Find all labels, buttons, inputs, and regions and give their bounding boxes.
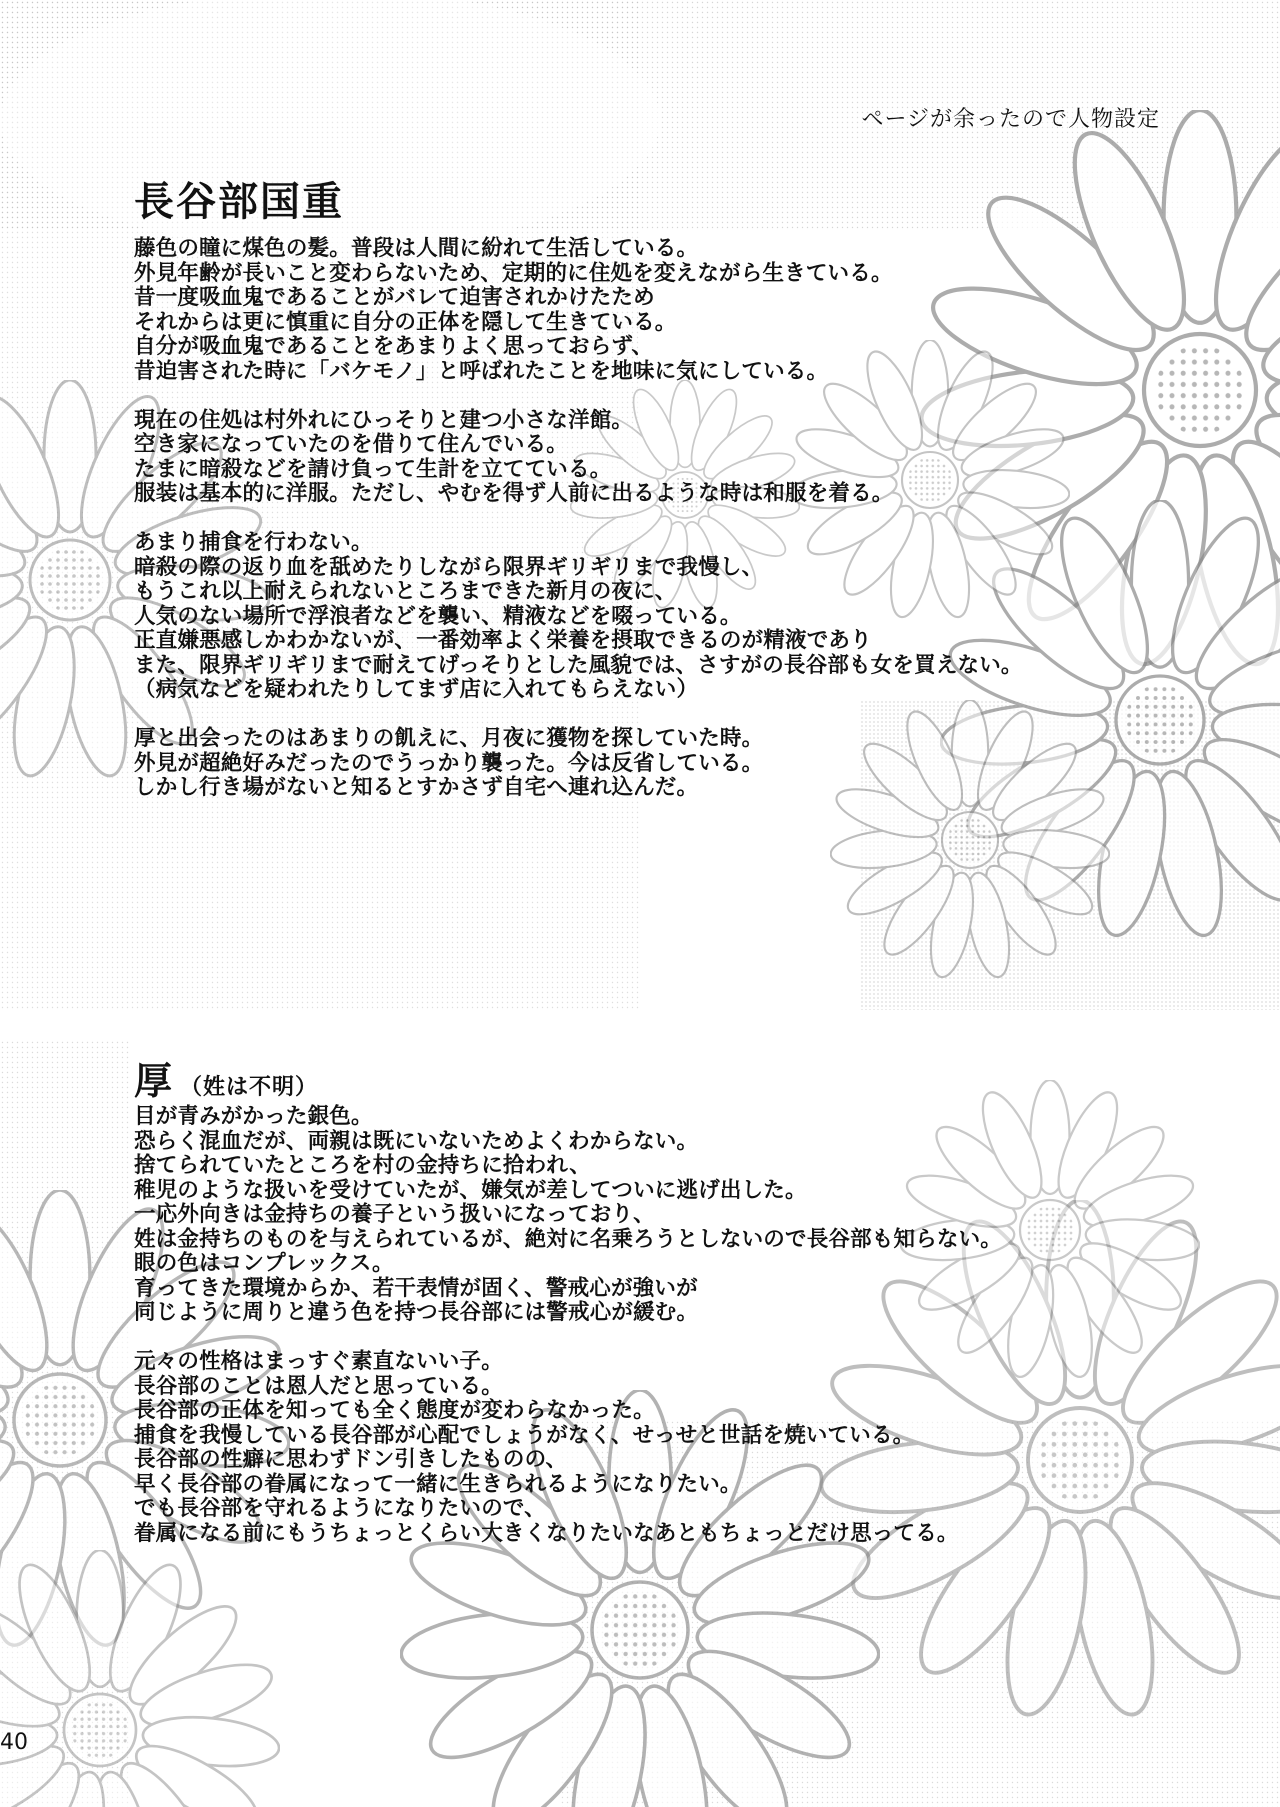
profile-line: それからは更に慎重に自分の正体を隠して生きている。 xyxy=(134,309,677,335)
profile-line: 眷属になる前にもうちょっとくらい大きくなりたいなあともちょっとだけ思ってる。 xyxy=(134,1520,959,1546)
character-name-hasebe: 長谷部国重 xyxy=(134,179,344,225)
profile-line: 捨てられていたところを村の金持ちに拾われ、 xyxy=(134,1153,591,1178)
profile-line: 正直嫌悪感しかわかないが、一番効率よく栄養を摂取できるのが精液であり xyxy=(134,628,872,653)
profile-line: あまり捕食を行わない。 xyxy=(134,530,373,555)
profile-line: 昔一度吸血鬼であることがバレて迫害されかけたため xyxy=(134,285,655,310)
profile-line: 藤色の瞳に煤色の髪。普段は人間に紛れて生活している。 xyxy=(134,236,699,261)
profile-line: 育ってきた環境からか、若干表情が固く、警戒心が強いが xyxy=(134,1275,698,1301)
profile-line: 早く長谷部の眷属になって一緒に生きられるようになりたい。 xyxy=(134,1471,742,1497)
profile-line: 現在の住処は村外れにひっそりと建つ小さな洋館。 xyxy=(134,407,634,433)
profile-line: 目が青みがかった銀色。 xyxy=(134,1104,373,1129)
profile-line: 外見年齢が長いこと変わらないため、定期的に住処を変えながら生きている。 xyxy=(134,260,893,286)
profile-line: しかし行き場がないと知るとすかさず自宅へ連れ込んだ。 xyxy=(134,775,699,800)
profile-line: 一応外向きは金持ちの養子という扱いになっており、 xyxy=(134,1202,655,1227)
profile-paragraph xyxy=(134,1105,1154,1326)
profile-line: 眼の色はコンプレックス。 xyxy=(134,1251,394,1276)
profile-line: 厚と出会ったのはあまりの飢えに、月夜に獲物を探していた時。 xyxy=(134,726,764,751)
profile-line: 長谷部のことは恩人だと思っている。 xyxy=(134,1373,503,1399)
profile-line: 長谷部の性癖に思わずドン引きしたものの、 xyxy=(134,1447,568,1472)
profile-line: たまに暗殺などを請け負って生計を立てている。 xyxy=(134,456,612,482)
profile-paragraph xyxy=(134,409,1154,507)
page-header-note: ページが余ったので人物設定 xyxy=(861,107,1160,132)
character-profile-atsushi xyxy=(134,1105,1154,1571)
profile-line: もうこれ以上耐えられないところまできた新月の夜に、 xyxy=(134,579,677,604)
character-name: 厚 xyxy=(134,1059,175,1103)
profile-line: 服装は基本的に洋服。ただし、やむを得ず人前に出るような時は和服を着る。 xyxy=(134,481,894,506)
profile-line: 空き家になっていたのを借りて住んでいる。 xyxy=(134,432,569,457)
profile-line: でも長谷部を守れるようになりたいので、 xyxy=(134,1496,546,1521)
profile-line: （病気などを疑われたりしてまず店に入れてもらえない） xyxy=(134,677,699,702)
profile-line: 同じように周りと違う色を持つ長谷部には警戒心が緩む。 xyxy=(134,1300,699,1325)
profile-line: 恐らく混血だが、両親は既にいないためよくわからない。 xyxy=(134,1128,699,1154)
profile-paragraph xyxy=(134,727,1154,801)
profile-line: また、限界ギリギリまで耐えてげっそりとした風貌では、さすがの長谷部も女を買えない。 xyxy=(134,652,1023,678)
character-profile-hasebe xyxy=(134,237,1154,825)
profile-line: 姓は金持ちのものを与えられているが、絶対に名乗ろうとしないので長谷部も知らない。 xyxy=(134,1226,1003,1252)
character-name-note: （姓は不明） xyxy=(180,1075,319,1100)
profile-line: 暗殺の際の返り血を舐めたりしながら限界ギリギリまで我慢し、 xyxy=(134,554,764,580)
profile-line: 外見が超絶好みだったのでうっかり襲った。今は反省している。 xyxy=(134,750,764,776)
profile-line: 人気のない場所で浮浪者などを襲い、精液などを啜っている。 xyxy=(134,603,742,629)
profile-paragraph xyxy=(134,237,1154,384)
profile-line: 稚児のような扱いを受けていたが、嫌気が差してついに逃げ出した。 xyxy=(134,1177,807,1203)
profile-line: 長谷部の正体を知っても全く態度が変わらなかった。 xyxy=(134,1398,655,1423)
profile-line: 自分が吸血鬼であることをあまりよく思っておらず、 xyxy=(134,334,654,359)
profile-paragraph xyxy=(134,1350,1154,1546)
character-name-atsushi xyxy=(134,1050,318,1105)
profile-line: 元々の性格はまっすぐ素直ないい子。 xyxy=(134,1349,503,1374)
profile-line: 昔迫害された時に「バケモノ」と呼ばれたことを地味に気にしている。 xyxy=(134,358,829,384)
profile-line: 捕食を我慢している長谷部が心配でしょうがなく、せっせと世話を焼いている。 xyxy=(134,1422,915,1448)
page-number: 40 xyxy=(0,1730,28,1755)
profile-paragraph xyxy=(134,531,1154,703)
